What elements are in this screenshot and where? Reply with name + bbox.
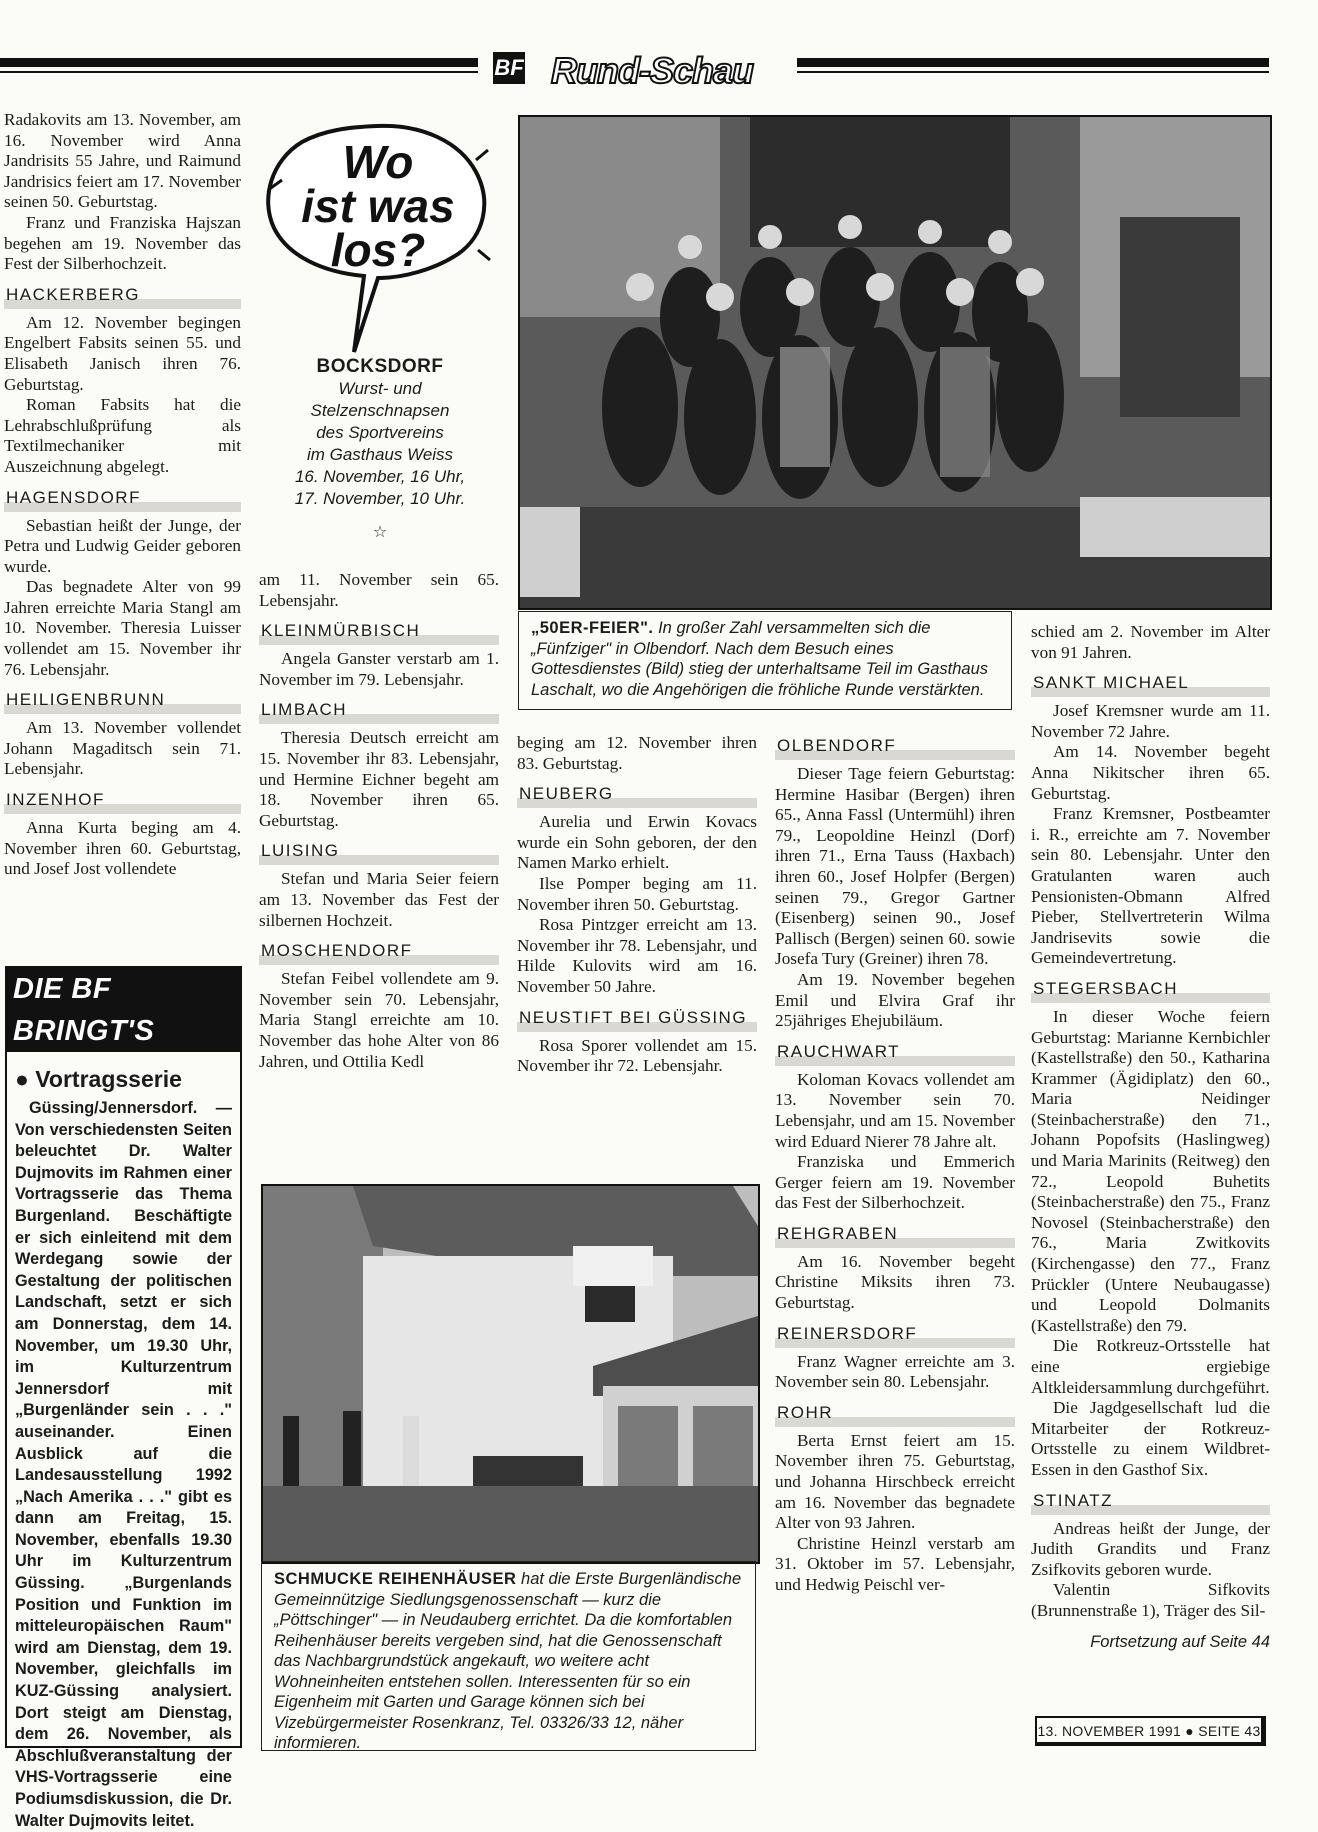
place-heading-neuberg: NEUBERG <box>517 782 757 808</box>
place-heading-heiligenbrunn: HEILIGENBRUNN <box>4 688 241 714</box>
masthead-rule-left <box>0 58 478 67</box>
continued-note: Fortsetzung auf Seite 44 <box>1090 1632 1270 1651</box>
paragraph: Am 12. November begingen Engelbert Fabsits seinen 55. und Elisabeth Janisch ihren 76. Geburtstag. <box>4 312 241 394</box>
bubble-line: Wo <box>342 136 414 188</box>
caption-title: „50ER-FEIER". <box>531 619 654 637</box>
paragraph: Berta Ernst feiert am 15. November ihren 75. Geburtstag, und Johanna Hirschbeck erreicht am 16. November das begnadete Alter von 93 Jahren. <box>775 1430 1015 1533</box>
paragraph: Die Jagdgesellschaft lud die Mitarbeiter der Rotkreuz-Ortsstelle zu einem Wildbret-Essen in den Gasthof Six. <box>1031 1398 1270 1479</box>
paragraph: Franz und Franziska Hajszan begehen am 19. November das Fest der Silberhochzeit. <box>4 212 241 274</box>
caption-text: In großer Zahl versammelten sich die „Fünfziger" in Olbendorf. Nach dem Besuch eines Gottesdienstes (Bild) stieg der unterhaltsame Teil im Gasthaus Laschalt, wo die Angehörigen die fröhliche Runde verstärkten. <box>531 619 989 699</box>
paragraph: Am 13. November vollendet Johann Magaditsch sein 71. Lebensjahr. <box>4 718 241 779</box>
masthead-rule-right <box>797 58 1269 67</box>
place-heading-rehgraben: REHGRABEN <box>775 1222 1015 1248</box>
column-2 <box>259 570 499 1072</box>
paragraph: Das begnadete Alter von 99 Jahren erreichte Maria Stangl am 10. November. Theresia Luisser vollendet am 15. November ihr 76. Lebensjahr. <box>4 577 241 679</box>
event-line: des Sportvereins <box>316 423 444 442</box>
paragraph: Rosa Sporer vollendet am 15. November ihr 72. Lebensjahr. <box>517 1035 757 1076</box>
place-heading-rohr: ROHR <box>775 1401 1015 1427</box>
paragraph: Christine Heinzl verstarb am 31. Oktober im 57. Lebensjahr, und Hedwig Peischl ver- <box>775 1533 1015 1594</box>
paragraph: Stefan und Maria Seier feiern am 13. November das Fest der silbernen Hochzeit. <box>259 869 499 930</box>
event-place: BOCKSDORF <box>316 356 444 377</box>
event-line: 16. November, 16 Uhr, <box>294 467 466 486</box>
group-photo-caption <box>518 611 1012 710</box>
paragraph: Franz Wagner erreichte am 3. November sein 80. Lebensjahr. <box>775 1351 1015 1392</box>
bf-bringts-box <box>5 966 242 1830</box>
paragraph: Ilse Pomper beging am 11. November ihren 50. Geburtstag. <box>517 873 757 914</box>
place-heading-limbach: LIMBACH <box>259 698 499 724</box>
place-heading-olbendorf: OLBENDORF <box>775 734 1015 760</box>
place-heading-neustift: NEUSTIFT BEI GÜSSING <box>517 1006 757 1032</box>
place-heading-luising: LUISING <box>259 839 499 865</box>
paragraph: am 11. November sein 65. Lebensjahr. <box>259 570 499 610</box>
place-heading-hackerberg: HACKERBERG <box>4 283 241 309</box>
place-heading-hagensdorf: HAGENSDORF <box>4 486 241 512</box>
event-line: Wurst- und <box>338 379 422 398</box>
paragraph: schied am 2. November im Alter von 91 Jahren. <box>1031 622 1270 662</box>
paragraph: Valentin Sifkovits (Brunnenstraße 1), Träger des Sil- <box>1031 1580 1270 1620</box>
place-heading-kleinmuerbisch: KLEINMÜRBISCH <box>259 619 499 645</box>
paragraph: Stefan Feibel vollendete am 9. November sein 70. Lebensjahr, Maria Stangl erreichte am 10. November das hohe Alter von 86 Jahren, und Ottilia Kedl <box>259 969 499 1071</box>
paragraph: Dieser Tage feiern Geburtstag: Hermine Hasibar (Bergen) ihren 65., Anna Fassl (Untermühl) ihren 79., Leopoldine Heinzl (Dorf) ihren 71., Erna Tauss (Haxbach) ihren 60., Josef Holpfer (Bergen) seinen 79., Gregor Gartner (Eisenberg) seinen 90., Josef Pallisch (Bergen) seinen 60. sowie Josefa Tury (Greiner) ihren 78. <box>775 764 1015 969</box>
place-heading-reinersdorf: REINERSDORF <box>775 1322 1015 1348</box>
paragraph: Die Rotkreuz-Ortsstelle hat eine ergiebige Altkleidersammlung durchgeführt. <box>1031 1336 1270 1397</box>
event-listing <box>255 356 505 544</box>
section-title: Rund-Schau <box>551 50 753 91</box>
bf-logo: BF <box>493 52 525 84</box>
place-heading-stegersbach: STEGERSBACH <box>1031 977 1270 1003</box>
star-icon: ☆ <box>372 524 388 541</box>
column-4 <box>775 734 1015 1596</box>
paragraph: Andreas heißt der Junge, der Judith Grandits und Franz Zsifkovits geboren wurde. <box>1031 1518 1270 1579</box>
paragraph: Angela Ganster verstarb am 1. November im 79. Lebensjahr. <box>259 649 499 689</box>
caption-text: hat die Erste Burgenländische Gemeinnützige Siedlungsgenossenschaft — kurz die „Pöttschinger" — in Neudauberg errichtet. Da die komfortablen Reihenhäuser bereits vergeben sind, hat die Genossenschaft das Nachbargrundstück angekauft, wo weitere acht Wohneinheiten entstehen sollen. Interessenten für so ein Eigenheim mit Garten und Garage können sich bei Vizebürgermeister Rosenkranz, Tel. 03326/33 12, näher informieren. <box>274 1570 742 1752</box>
paragraph: Radakovits am 13. November, am 16. November wird Anna Jandrisits 55 Jahre, und Raimund Jandrisics feiert am 17. November seinen 50. Geburtstag. <box>4 110 241 212</box>
page-footer: 13. NOVEMBER 1991 ● SEITE 43 <box>1035 1716 1266 1746</box>
paragraph: Roman Fabsits hat die Lehrabschlußprüfung als Textilmechaniker mit Auszeichnung abgelegt. <box>4 395 241 476</box>
group-photo <box>518 115 1272 610</box>
place-heading-moschendorf: MOSCHENDORF <box>259 939 499 965</box>
houses-photo-caption <box>261 1561 756 1751</box>
column-5 <box>1031 622 1270 1652</box>
bubble-text <box>262 136 494 276</box>
place-heading-inzenhof: INZENHOF <box>4 788 241 814</box>
paragraph: Sebastian heißt der Junge, der Petra und Ludwig Geider geboren wurde. <box>4 515 241 576</box>
houses-photo-image <box>263 1186 758 1562</box>
masthead-thin-rule-right <box>797 71 1269 73</box>
masthead-thin-rule-left <box>0 71 478 73</box>
event-line: Stelzenschnapsen <box>310 401 450 420</box>
bf-bringts-title: DIE BF BRINGT'S <box>7 968 240 1052</box>
bubble-line: los? <box>330 224 426 276</box>
paragraph: Rosa Pintzger erreicht am 13. November ihr 78. Lebensjahr, und Hilde Kulovits wird am 16. November 50 Jahre. <box>517 915 757 996</box>
paragraph: Anna Kurta beging am 4. November ihren 60. Geburtstag, und Josef Jost vollendete <box>4 818 241 879</box>
place-heading-stinatz: STINATZ <box>1031 1489 1270 1515</box>
bubble-line: ist was <box>301 180 455 232</box>
paragraph: Theresia Deutsch erreicht am 15. November ihr 83. Lebensjahr, und Hermine Eichner begeht am 18. November ihren 65. Geburtstag. <box>259 728 499 830</box>
place-heading-sankt-michael: SANKT MICHAEL <box>1031 671 1270 697</box>
paragraph: Am 16. November begeht Christine Miksits ihren 73. Geburtstag. <box>775 1251 1015 1313</box>
column-3 <box>517 733 757 1077</box>
caption-title: SCHMUCKE REIHENHÄUSER <box>274 1570 517 1588</box>
houses-photo <box>261 1184 760 1564</box>
bf-bringts-subtitle: ● Vortragsserie <box>15 1066 182 1092</box>
event-line: im Gasthaus Weiss <box>306 445 454 464</box>
group-photo-image <box>520 117 1270 608</box>
paragraph: In dieser Woche feiern Geburtstag: Marianne Kernbichler (Kastellstraße) den 50., Katharina Krammer (Ägidiplatz) den 60., Maria Neidinger (Steinbacherstraße) den 71., Johann Popofsits (Haslingweg) und Maria Marinits (Reitweg) den 72., Leopold Buhetits (Steinbacherstraße) den 75., Franz Novosel (Steinbacherstraße) den 76., Maria Zwitkovits (Kirchengasse) den 77., Franz Prückler (Untere Neubaugasse) und Leopold Dolmanits (Kastellstraße) den 79. <box>1031 1006 1270 1335</box>
place-heading-rauchwart: RAUCHWART <box>775 1040 1015 1066</box>
paragraph: Franziska und Emmerich Gerger feiern am 19. November das Fest der Silberhochzeit. <box>775 1152 1015 1213</box>
paragraph: Am 19. November begehen Emil und Elvira Graf ihr 25jähriges Ehejubiläum. <box>775 969 1015 1031</box>
paragraph: beging am 12. November ihren 83. Geburtstag. <box>517 733 757 773</box>
paragraph: Koloman Kovacs vollendet am 13. November sein 70. Lebensjahr, und am 15. November wird Eduard Nierer 78 Jahre alt. <box>775 1069 1015 1151</box>
paragraph: Franz Kremsner, Postbeamter i. R., erreichte am 7. November sein 80. Lebensjahr. Unter den Gratulanten waren auch Pensionisten-Obmann Alfred Pieber, Stellvertreterin Wilma Jandrisevits sowie die Gemeindevertretung. <box>1031 804 1270 968</box>
paragraph: Aurelia und Erwin Kovacs wurde ein Sohn geboren, der den Namen Marko erhielt. <box>517 812 757 873</box>
event-line: 17. November, 10 Uhr. <box>294 489 466 508</box>
bf-bringts-text: Güssing/Jennersdorf. — Von verschiedensten Seiten beleuchtet Dr. Walter Dujmovits im Rahmen einer Vortragsserie das Thema Burgenland. Beschäftigte er sich einleitend mit dem Werdegang sowie der Gestaltung der politischen Landschaft, setzt er sich am Donnerstag, dem 14. November, um 19.30 Uhr, im Kulturzentrum Jennersdorf mit „Burgenländer sein . . ." auseinander. Einen Ausblick auf die Landesausstellung 1992 „Nach Amerika . . ." gibt es dann am Freitag, 15. November, ebenfalls 19.30 Uhr im Kulturzentrum Güssing. „Burgenlands Position und Funktion im mitteleuropäischen Raum" wird am Dienstag, dem 19. November, gleichfalls im KUZ-Güssing analysiert. Dort steigt am Dienstag, dem 26. November, als Abschlußveranstaltung der VHS-Vortragsserie eine Podiumsdiskussion, die Dr. Walter Dujmovits leitet. <box>15 1099 232 1830</box>
paragraph: Josef Kremsner wurde am 11. November 72 Jahre. <box>1031 701 1270 741</box>
column-1 <box>4 110 241 880</box>
paragraph: Am 14. November begeht Anna Nikitscher ihren 65. Geburtstag. <box>1031 742 1270 803</box>
